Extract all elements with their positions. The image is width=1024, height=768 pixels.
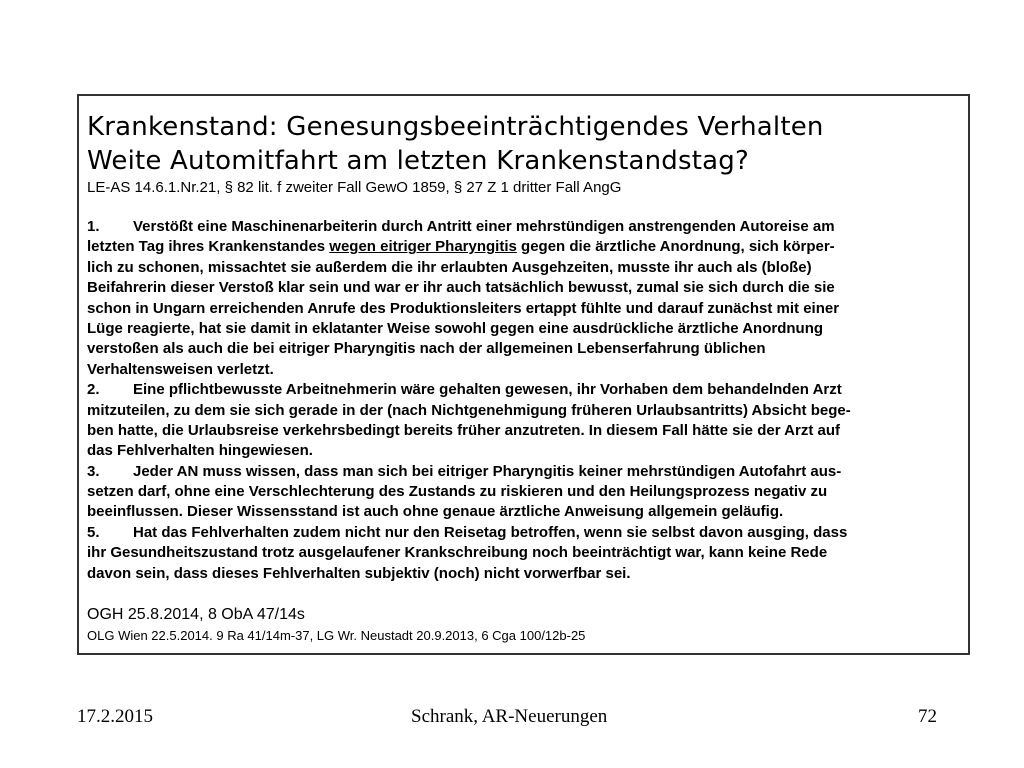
paragraph-1-line: schon in Ungarn erreichenden Anrufe des Produktionsleiters ertappt fühlte und darauf zunächst mit einer [87,299,840,317]
paragraph-2-line: das Fehlverhalten hingewiesen. [87,442,313,460]
paragraph-text: Jeder AN muss wissen, dass man sich bei eitriger Pharyngitis keiner mehrstündigen Autofahrt aus- [133,462,842,480]
footer-date: 17.2.2015 [77,706,153,727]
paragraph-number: 3. [87,462,100,480]
paragraph-5-line [87,523,967,543]
paragraph-number: 2. [87,381,100,399]
paragraph-text: Verstößt eine Maschinenarbeiterin durch Antritt einer mehrstündigen anstrengenden Autoreise am [133,218,835,235]
title-line-2: Weite Automitfahrt am letzten Krankenstandstag? [87,146,749,176]
legal-citation: LE-AS 14.6.1.Nr.21, § 82 lit. f zweiter Fall GewO 1859, § 27 Z 1 dritter Fall AngG [87,179,622,196]
paragraph-number: 5. [87,523,100,541]
paragraph-3-line: setzen darf, ohne eine Verschlechterung des Zustands zu riskieren und den Heilungsprozess negativ zu [87,483,828,501]
footer-author: Schrank, AR-Neuerungen [411,706,608,727]
slide-title [87,110,824,178]
paragraph-1-line [87,217,967,237]
paragraph-5-line: ihr Gesundheitszustand trotz ausgelaufener Krankschreibung noch beeinträchtigt war, kann keine Rede [87,544,828,562]
paragraph-text: Eine pflichtbewusste Arbeitnehmerin wäre gehalten gewesen, ihr Vorhaben dem behandelnden Arzt [133,381,842,399]
paragraph-1-line: lich zu schonen, missachtet sie außerdem die ihr erlaubten Ausgehzeiten, musste ihr auch als (bloße) [87,258,812,276]
underlined-diagnosis: wegen eitriger Pharyngitis [329,238,517,256]
paragraph-1-line: verstoßen als auch die bei eitriger Pharyngitis nach der allgemeinen Lebenserfahrung üblichen [87,340,766,358]
paragraph-1-line: Beifahrerin dieser Verstoß klar sein und war er ihr auch tatsächlich bewusst, zumal sie sich durch die sie [87,279,835,297]
decision-reference: OGH 25.8.2014, 8 ObA 47/14s [87,606,305,623]
paragraph-1-line: Lüge reagierte, hat sie damit in eklatanter Weise sowohl gegen eine ausdrückliche ärztliche Anordnung [87,319,824,337]
paragraph-1-line: Verhaltensweisen verletzt. [87,360,274,378]
paragraph-text: gegen die ärztliche Anordnung, sich körper- [516,238,835,256]
paragraph-1-line [87,237,967,257]
ruling-text [87,217,967,584]
paragraph-2-line: mitzuteilen, zu dem sie sich gerade in der (nach Nichtgenehmigung früheren Urlaubsantritts) Absicht bege- [87,401,851,419]
page-number: 72 [918,706,937,727]
paragraph-text: Hat das Fehlverhalten zudem nicht nur den Reisetag betroffen, wenn sie selbst davon ausging, dass [133,523,848,541]
paragraph-number: 1. [87,218,100,235]
lower-court-references: OLG Wien 22.5.2014. 9 Ra 41/14m-37, LG Wr. Neustadt 20.9.2013, 6 Cga 100/12b-25 [87,628,586,643]
paragraph-text: letzten Tag ihres Krankenstandes [87,238,330,256]
paragraph-2-line: ben hatte, die Urlaubsreise verkehrsbedingt bereits früher anzutreten. In diesem Fall hätte sie der Arzt auf [87,421,840,439]
title-line-1: Krankenstand: Genesungsbeeinträchtigendes Verhalten [87,112,824,142]
paragraph-5-line: davon sein, dass dieses Fehlverhalten subjektiv (noch) nicht vorwerfbar sei. [87,564,631,582]
paragraph-2-line [87,380,967,400]
paragraph-3-line: beeinflussen. Dieser Wissensstand ist auch ohne genaue ärztliche Anweisung allgemein geläufig. [87,503,784,521]
paragraph-3-line [87,462,967,482]
